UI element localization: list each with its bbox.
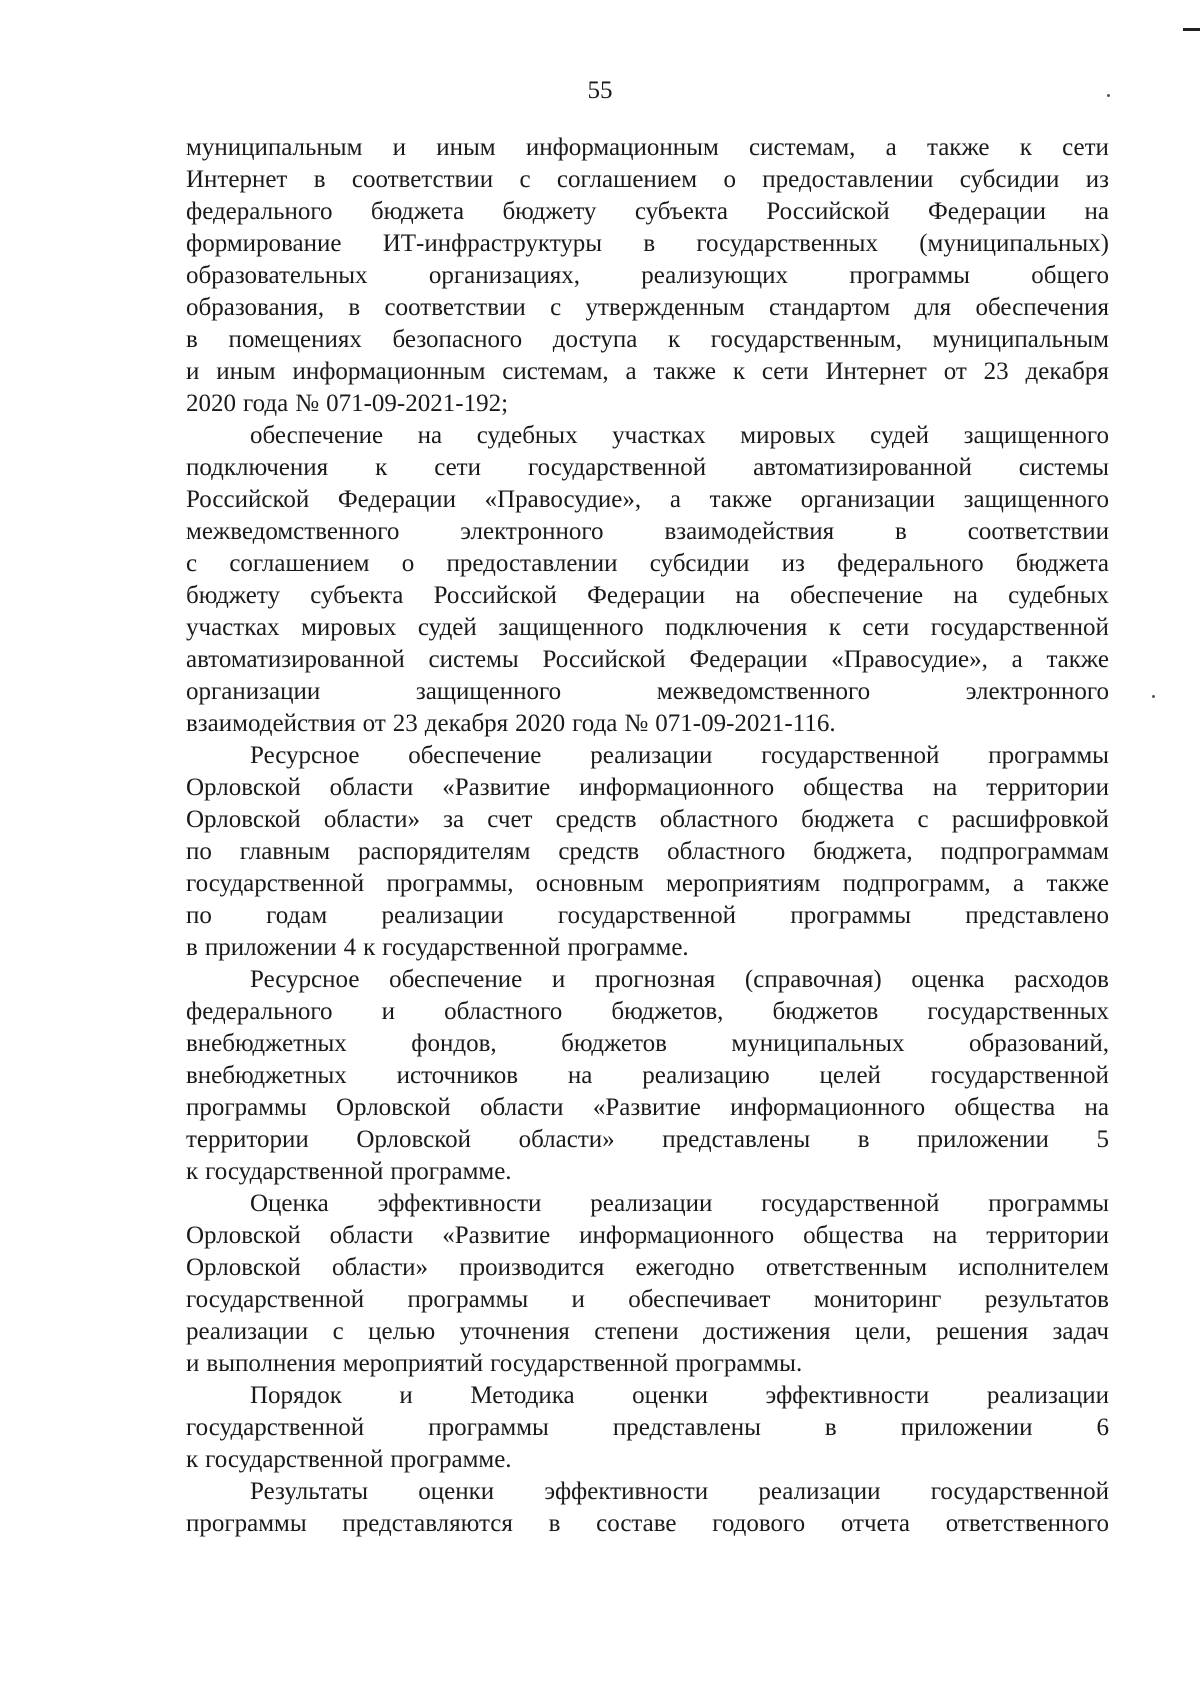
text-line: межведомственного электронного взаимодействия в соответствии [186,518,1109,545]
text-line: обеспечение на судебных участках мировых судей защищенного [250,422,1109,449]
text-line: с соглашением о предоставлении субсидии из федерального бюджета [186,550,1109,577]
text-line: муниципальным и иным информационным системам, а также к сети [186,134,1109,161]
text-line: реализации с целью уточнения степени достижения цели, решения задач [186,1318,1109,1345]
text-line: государственной программы представлены в приложении 6 [186,1414,1109,1441]
text-line: Интернет в соответствии с соглашением о предоставлении субсидии из [186,166,1109,193]
paragraph [186,1476,1109,1540]
text-line: Орловской области «Развитие информационного общества на территории [186,774,1109,801]
text-line: к государственной программе. [186,1446,512,1473]
paragraph [186,1188,1109,1380]
text-line: Результаты оценки эффективности реализации государственной [250,1478,1109,1505]
text-line: и иным информационным системам, а также к сети Интернет от 23 декабря [186,358,1109,385]
paragraph [186,740,1109,964]
paragraph [186,1380,1109,1476]
scan-edge-mark [1183,28,1200,31]
text-line: программы Орловской области «Развитие информационного общества на [186,1094,1109,1121]
text-line: государственной программы и обеспечивает мониторинг результатов [186,1286,1109,1313]
text-line: Российской Федерации «Правосудие», а также организации защищенного [186,486,1109,513]
text-line: по годам реализации государственной программы представлено [186,902,1109,929]
text-line: государственной программы, основным мероприятиям подпрограмм, а также [186,870,1109,897]
text-line: Ресурсное обеспечение и прогнозная (справочная) оценка расходов [250,966,1109,993]
text-line: формирование ИТ-инфраструктуры в государственных (муниципальных) [186,230,1109,257]
paragraph [186,420,1109,740]
text-line: к государственной программе. [186,1158,512,1185]
text-line: Орловской области» за счет средств областного бюджета с расшифровкой [186,806,1109,833]
text-line: в приложении 4 к государственной программе. [186,934,689,961]
scan-speck [1152,695,1155,698]
text-line: подключения к сети государственной автоматизированной системы [186,454,1109,481]
page-number: 55 [587,77,613,104]
text-line: федерального бюджета бюджету субъекта Российской Федерации на [186,198,1109,225]
text-line: программы представляются в составе годового отчета ответственного [186,1510,1109,1537]
text-line: по главным распорядителям средств областного бюджета, подпрограммам [186,838,1109,865]
text-line: внебюджетных фондов, бюджетов муниципальных образований, [186,1030,1109,1057]
text-line: Орловской области «Развитие информационного общества на территории [186,1222,1109,1249]
paragraph [186,132,1109,420]
text-line: Ресурсное обеспечение реализации государственной программы [250,742,1109,769]
text-line: в помещениях безопасного доступа к государственным, муниципальным [186,326,1109,353]
text-line: территории Орловской области» представлены в приложении 5 [186,1126,1109,1153]
text-line: бюджету субъекта Российской Федерации на обеспечение на судебных [186,582,1109,609]
text-line: автоматизированной системы Российской Федерации «Правосудие», а также [186,646,1109,673]
text-line: участках мировых судей защищенного подключения к сети государственной [186,614,1109,641]
text-line: взаимодействия от 23 декабря 2020 года № 071-09-2021-116. [186,710,836,737]
text-line: образования, в соответствии с утвержденным стандартом для обеспечения [186,294,1109,321]
text-line: внебюджетных источников на реализацию целей государственной [186,1062,1109,1089]
text-line: Орловской области» производится ежегодно ответственным исполнителем [186,1254,1109,1281]
text-line: организации защищенного межведомственного электронного [186,678,1109,705]
text-line: и выполнения мероприятий государственной программы. [186,1350,803,1377]
text-line: Порядок и Методика оценки эффективности реализации [250,1382,1109,1409]
text-line: Оценка эффективности реализации государственной программы [250,1190,1109,1217]
document-body [186,132,1109,1540]
text-line: образовательных организациях, реализующих программы общего [186,262,1109,289]
paragraph [186,964,1109,1188]
text-line: 2020 года № 071-09-2021-192; [186,390,509,417]
text-line: федерального и областного бюджетов, бюджетов государственных [186,998,1109,1025]
